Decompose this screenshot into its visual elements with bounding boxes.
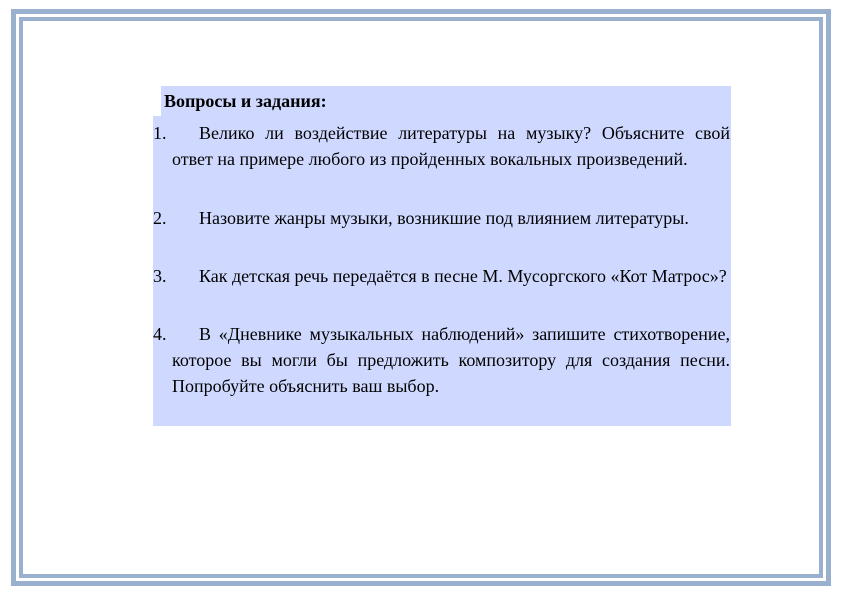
question-item-2: [153, 205, 730, 231]
question-item-1: [153, 120, 730, 172]
question-item-3: [153, 263, 730, 289]
question-text: Велико ли воздействие литературы на музыку? Объясните свой ответ на примере любого из пройденных вокальных произведений.: [172, 123, 730, 169]
question-number: 4.: [153, 324, 167, 344]
question-text: В «Дневнике музыкальных наблюдений» запишите стихотворение, которое вы могли бы предложить композитору для создания песни. Попробуйте объяснить ваш выбор.: [172, 324, 730, 396]
questions-heading: Вопросы и задания:: [161, 86, 731, 116]
question-number: 2.: [153, 208, 167, 228]
question-item-4: [153, 321, 730, 399]
question-text: Как детская речь передаётся в песне М. Мусоргского «Кот Матрос»?: [199, 266, 727, 286]
question-number: 1.: [153, 123, 167, 143]
question-number: 3.: [153, 266, 167, 286]
question-text: Назовите жанры музыки, возникшие под влиянием литературы.: [199, 208, 689, 228]
